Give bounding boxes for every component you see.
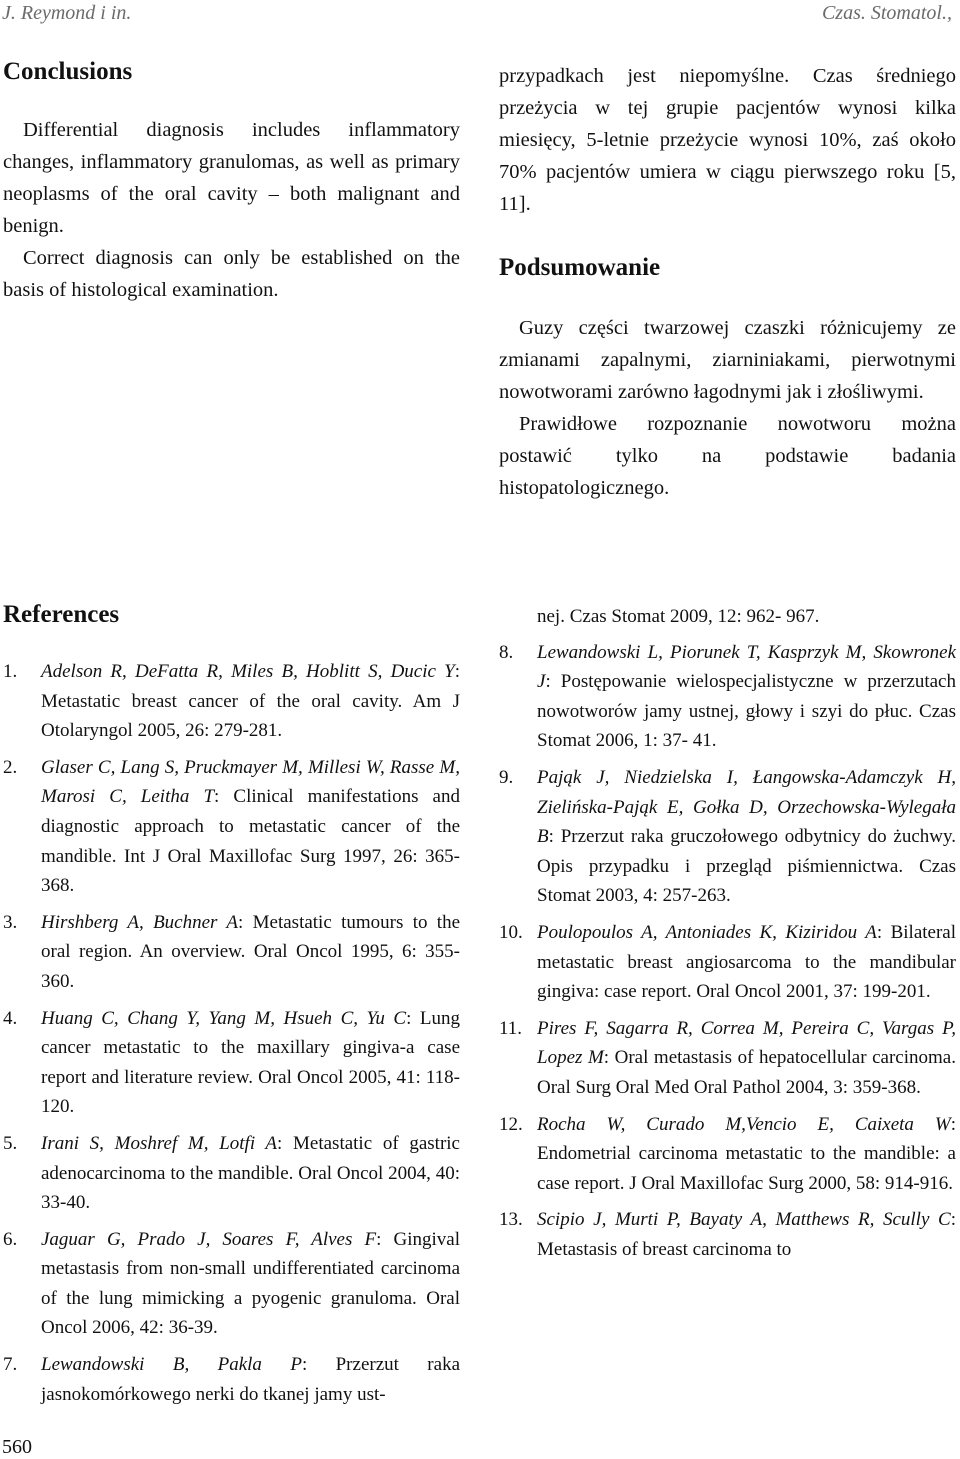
reference-number: 6. [3,1228,18,1250]
reference-item [499,1014,956,1103]
reference-details: : Metastatic breast cancer of the oral cavity. Am J Otolaryngol 2005, 26: 279-281. [41,661,460,742]
podsumowanie-paragraph: Prawidłowe rozpoznanie nowotworu można postawić tylko na podstawie badania histopatologicznego. [499,413,956,499]
page-number: 560 [2,1436,32,1458]
reference-authors: Pires F, Sagarra R, Correa M, Pereira C, Vargas P, Lopez M [537,1017,956,1069]
reference-details: : Bilateral metastatic breast angiosarcoma to the mandibular gingiva: case report. Oral Oncol 2001, 37: 199-201. [537,921,957,1003]
running-header-authors: J. Reymond i in. [2,2,132,24]
reference-number: 11. [499,1017,523,1039]
reference-number: 1. [3,661,18,682]
reference-item [3,1004,460,1122]
previous-section-continuation [499,60,956,220]
reference-details: : Metastatic tumours to the oral region. An overview. Oral Oncol 1995, 6: 355-360. [41,911,461,992]
reference-authors: Jaguar G, Prado J, Soares F, Alves F [41,1228,377,1250]
references-left-column [3,601,460,1416]
reference-item [3,1225,460,1343]
reference-item [3,657,460,746]
reference-authors: Pająk J, Niedzielska I, Łangowska-Adamczyk H, Zielińska-Pająk E, Gołka D, Orzechowska-Wylegała B [537,766,956,848]
reference-authors: Poulopoulos A, Antoniades K, Kiziridou A [537,921,877,943]
conclusions-paragraph: Correct diagnosis can only be established on the basis of histological examination. [3,247,460,301]
reference-number: 5. [3,1132,18,1154]
reference-authors: Rocha W, Curado M,Vencio E, Caixeta W [537,1113,951,1135]
reference-authors: Hirshberg A, Buchner A [41,911,239,933]
reference-item [3,753,460,901]
reference-authors: Adelson R, DeFatta R, Miles B, Hoblitt S, Ducic Y [41,661,455,682]
reference-number: 7. [3,1354,18,1376]
reference-details: : Metastasis of breast carcinoma to [537,1209,956,1260]
reference-details: : Przerzut raka gruczołowego odbytnicy do żuchwy. Opis przypadku i przegląd piśmiennictwa. Czas Stomat 2003, 4: 257-263. [537,826,956,907]
reference-number: 13. [499,1209,523,1231]
conclusions-body [3,114,460,306]
reference-item [3,908,460,997]
reference-authors: Irani S, Moshref M, Lotfi A [41,1132,278,1154]
reference-number: 8. [499,641,514,663]
conclusions-paragraph: Differential diagnosis includes inflammatory changes, inflammatory granulomas, as well as primary neoplasms of the oral cavity – both malignant and benign. [3,119,460,237]
reference-details: : Oral metastasis of hepatocellular carcinoma. Oral Surg Oral Med Oral Pathol 2004, 3: 359-368. [537,1047,956,1098]
reference-authors: Huang C, Chang Y, Yang M, Hsueh C, Yu C [41,1007,407,1029]
podsumowanie-paragraph: Guzy części twarzowej czaszki różnicujemy ze zmianami zapalnymi, ziarniniakami, pierwotnymi nowotworami zarówno łagodnymi jak i złośliwymi. [499,317,956,403]
reference-continuation: nej. Czas Stomat 2009, 12: 962- 967. [537,606,820,627]
reference-authors: Scipio J, Murti P, Bayaty A, Matthews R, Scully C [537,1209,951,1231]
reference-number: 4. [3,1007,18,1029]
reference-authors: Lewandowski L, Piorunek T, Kasprzyk M, Skowronek J [537,641,956,693]
reference-number: 9. [499,766,514,788]
reference-details: : Lung cancer metastatic to the maxillary gingiva-a case report and literature review. Oral Oncol 2005, 41: 118-120. [41,1007,460,1118]
reference-details: : Metastatic of gastric adenocarcinoma to the mandible. Oral Oncol 2004, 40: 33-40. [41,1132,460,1214]
conclusions-title: Conclusions [3,58,133,85]
reference-number: 3. [3,911,18,933]
reference-details: : Clinical manifestations and diagnostic approach to metastatic cancer of the mandible. Int J Oral Maxillofac Surg 1997, 26: 365-368. [41,786,460,897]
reference-authors: Glaser C, Lang S, Pruckmayer M, Millesi W, Rasse M, Marosi C, Leitha T [41,756,460,808]
reference-number: 12. [499,1113,523,1135]
podsumowanie-section [499,60,956,504]
podsumowanie-title: Podsumowanie [499,254,661,281]
running-header-journal: Czas. Stomatol., [821,2,952,24]
reference-number: 2. [3,756,18,778]
reference-item [499,1205,956,1264]
reference-number: 10. [499,921,523,943]
reference-item [3,1129,460,1218]
reference-list-left [3,657,460,1409]
reference-list-right [499,638,956,1265]
reference-item [499,638,956,756]
reference-item [499,763,956,911]
reference-details: : Endometrial carcinoma metastatic to the mandible: a case report. J Oral Maxillofac Surg 2000, 58: 914-916. [537,1113,956,1194]
podsumowanie-body [499,312,956,504]
reference-item [499,918,956,1007]
reference-item [499,1110,956,1199]
continuation-paragraph: przypadkach jest niepomyślne. Czas średniego przeżycia w tej grupie pacjentów wynosi kilka miesięcy, 5-letnie przeżycie wynosi 10%, zaś około 70% pacjentów umiera w ciągu pierwszego roku [5, 11]. [499,65,956,215]
reference-details: : Gingival metastasis from non-small undifferentiated carcinoma of the lung mimicking a pyogenic granuloma. Oral Oncol 2006, 42: 36-39. [41,1228,460,1339]
reference-details: : Postępowanie wielospecjalistyczne w przerzutach nowotworów jamy ustnej, głowy i szyi do płuc. Czas Stomat 2006, 1: 37- 41. [537,671,956,752]
reference-item [3,1350,460,1409]
conclusions-section [3,58,460,306]
references-title: References [3,601,120,628]
references-right-column [499,602,956,1271]
reference-details: : Przerzut raka jasnokomórkowego nerki do tkanej jamy ust- [41,1354,461,1405]
reference-authors: Lewandowski B, Pakla P [41,1354,302,1376]
